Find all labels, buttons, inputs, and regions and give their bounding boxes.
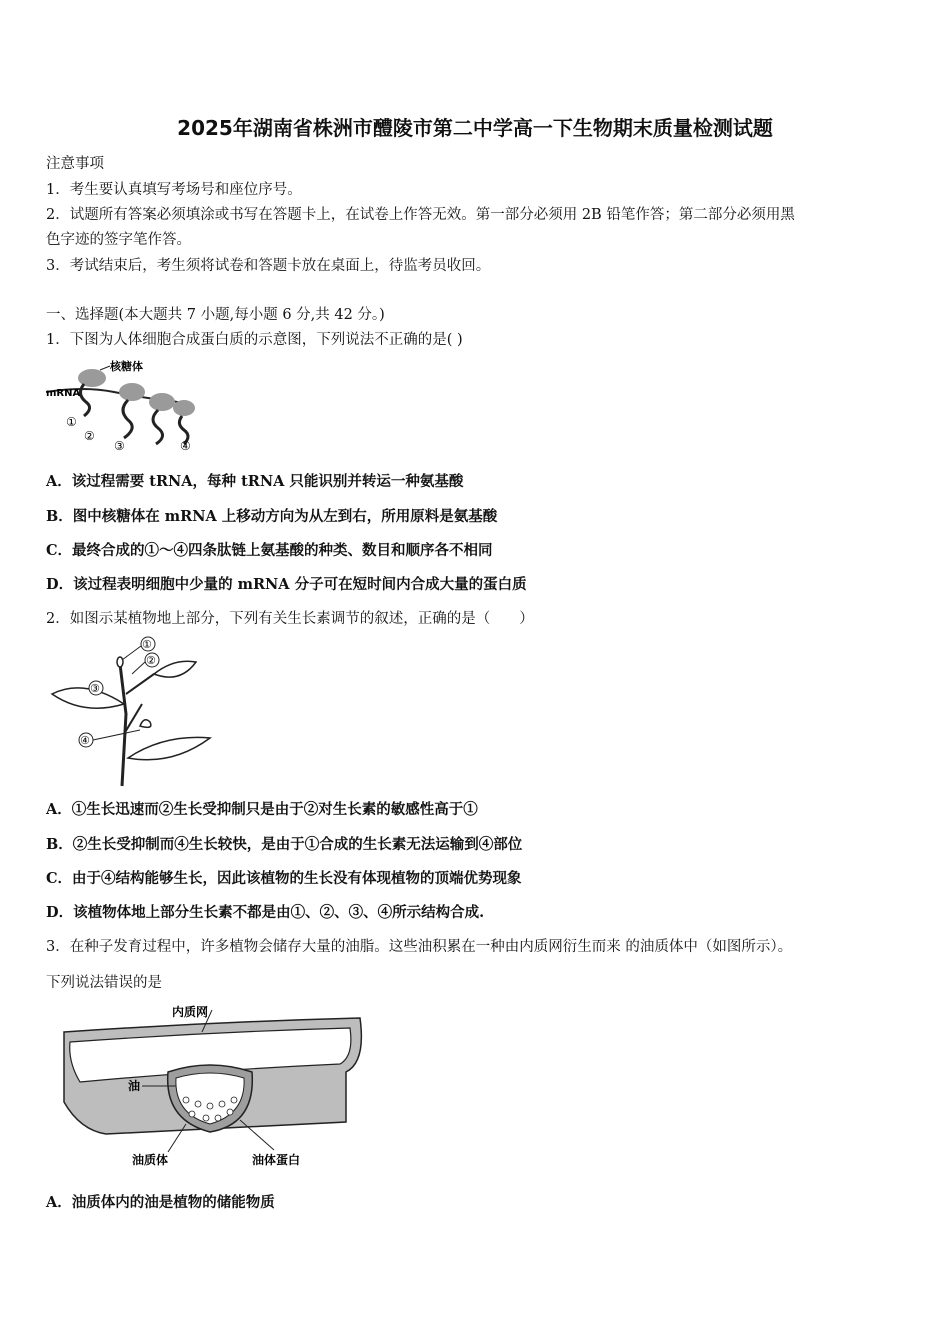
- ribosome: [173, 400, 195, 416]
- notice-item-3: 3．考试结束后，考生须将试卷和答题卡放在桌面上，待监考员收回。: [46, 258, 491, 274]
- q2-option-a: A．①生长迅速而②生长受抑制只是由于②对生长素的敏感性高于①: [46, 801, 478, 818]
- q3-stem: 3．在种子发育过程中，许多植物会储存大量的油脂。这些油积累在一种由内质网衍生而来 的油质体中（如图所示）。: [46, 939, 793, 955]
- oleosome-label: 油质体: [132, 1153, 169, 1167]
- q3-option-a: A．油质体内的油是植物的储能物质: [46, 1194, 275, 1211]
- er-label: 内质网: [172, 1005, 209, 1019]
- section-heading: 一、选择题(本大题共 7 小题,每小题 6 分,共 42 分。): [46, 307, 385, 323]
- q3-stem-cont: 下列说法错误的是: [46, 975, 162, 991]
- chain-4-label: ④: [180, 439, 191, 453]
- label-1: ①: [142, 638, 152, 651]
- leaf: [128, 737, 210, 759]
- bud: [140, 720, 151, 728]
- oil-label: 油: [128, 1079, 141, 1093]
- notice-item-1: 1．考生要认真填写考场号和座位序号。: [46, 182, 302, 198]
- q3-figure: [60, 1002, 370, 1168]
- notice-item-2: 2．试题所有答案必须填涂或书写在答题卡上，在试卷上作答无效。第一部分必须用 2B 铅笔作答；第二部分必须用黑: [46, 207, 795, 223]
- oleosin-label: 油体蛋白: [252, 1153, 301, 1167]
- q1-stem: 1．下图为人体细胞合成蛋白质的示意图，下列说法不正确的是( ): [46, 332, 463, 348]
- q1-option-b: B．图中核糖体在 mRNA 上移动方向为从左到右，所用原料是氨基酸: [46, 508, 498, 525]
- apical-bud: [117, 657, 123, 667]
- notice-heading: 注意事项: [46, 156, 104, 172]
- q1-option-c: C．最终合成的①～④四条肽链上氨基酸的种类、数目和顺序各不相同: [46, 542, 493, 559]
- q1-figure: [44, 356, 204, 456]
- label-3: ③: [90, 682, 100, 695]
- q2-option-b: B．②生长受抑制而④生长较快，是由于①合成的生长素无法运输到④部位: [46, 836, 523, 853]
- q2-option-d: D．该植物体地上部分生长素不都是由①、②、③、④所示结构合成.: [46, 904, 485, 921]
- mrna-label: mRNA: [46, 388, 81, 399]
- label-2: ②: [146, 654, 156, 667]
- leaf: [52, 688, 124, 708]
- q2-option-c: C．由于④结构能够生长，因此该植物的生长没有体现植物的顶端优势现象: [46, 870, 522, 887]
- chain-1-label: ①: [66, 415, 77, 429]
- ribosome: [119, 383, 145, 401]
- label-4: ④: [80, 734, 90, 747]
- ribosome-label: 核糖体: [110, 360, 143, 373]
- peptide-chain: [153, 410, 163, 444]
- chain-3-label: ③: [114, 439, 125, 453]
- q2-stem: 2．如图示某植物地上部分，下列有关生长素调节的叙述，正确的是（ ）: [46, 611, 534, 627]
- plant-stem: [120, 664, 126, 786]
- notice-item-2-cont: 色字迹的签字笔作答。: [46, 232, 191, 248]
- q2-figure: [44, 634, 224, 789]
- chain-2-label: ②: [84, 429, 95, 443]
- plant-stem: [126, 674, 154, 694]
- ribosome: [149, 393, 175, 411]
- q1-option-d: D．该过程表明细胞中少量的 mRNA 分子可在短时间内合成大量的蛋白质: [46, 576, 527, 593]
- q1-option-a: A．该过程需要 tRNA，每种 tRNA 只能识别并转运一种氨基酸: [46, 473, 464, 490]
- page-title: 2025年湖南省株洲市醴陵市第二中学高一下生物期末质量检测试题: [177, 116, 773, 140]
- leaf: [154, 661, 196, 677]
- peptide-chain: [123, 400, 132, 438]
